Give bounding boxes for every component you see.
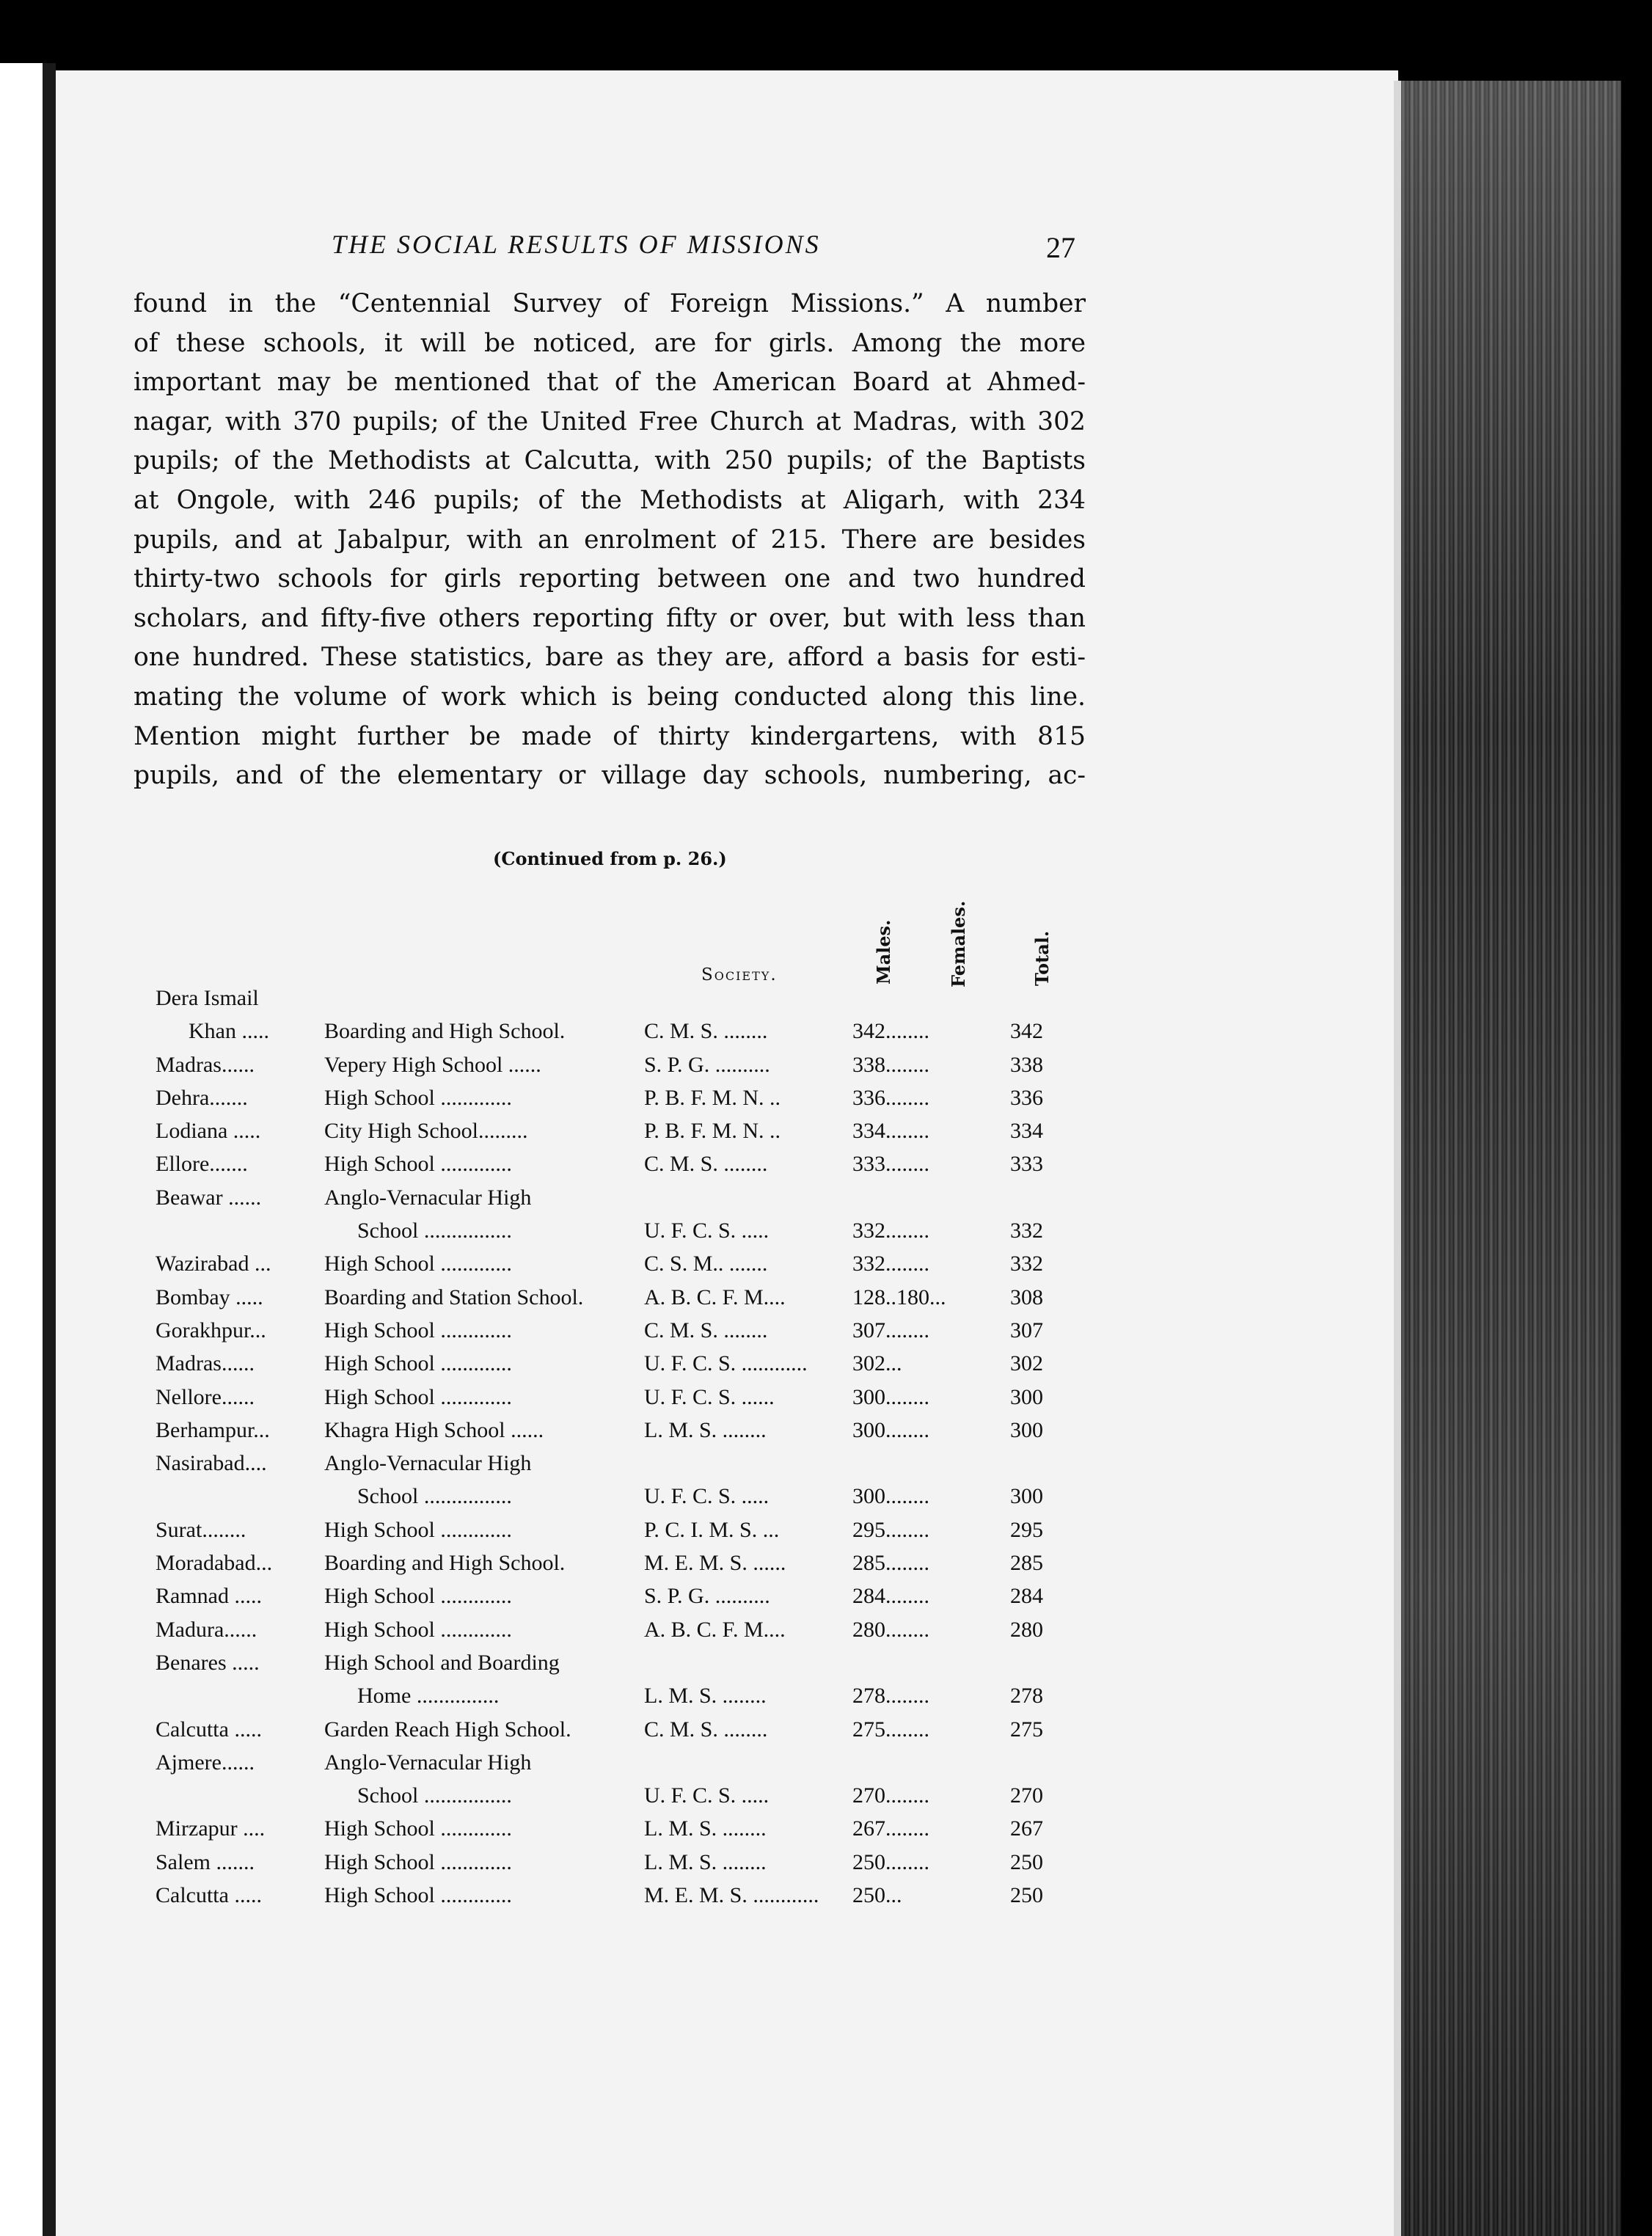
cell-city: Ajmere...... [156, 1750, 255, 1775]
cell-society: U. F. C. S. ...... [644, 1384, 775, 1409]
cell-counts: 342........ [852, 1019, 929, 1044]
cell-counts: 334........ [852, 1119, 929, 1144]
cell-institution: High School ............. [324, 1085, 512, 1110]
cell-counts: 280........ [852, 1617, 929, 1642]
cell-city: Lodiana ..... [156, 1119, 261, 1144]
cell-total: 270 [1010, 1783, 1043, 1808]
cell-counts: 128..180... [852, 1285, 946, 1309]
cell-society: M. E. M. S. ...... [644, 1551, 786, 1576]
cell-institution: High School ............. [324, 1816, 512, 1841]
cell-counts: 284........ [852, 1584, 929, 1609]
table-row [156, 1546, 1139, 1579]
cell-institution: School ................ [324, 1783, 512, 1808]
table-row [156, 1081, 1139, 1114]
cell-total: 302 [1010, 1351, 1043, 1376]
cell-total: 332 [1010, 1219, 1043, 1243]
cell-society: C. S. M.. ....... [644, 1252, 768, 1276]
cell-total: 307 [1010, 1318, 1043, 1342]
cell-counts: 300........ [852, 1417, 929, 1442]
table-row [156, 1779, 1139, 1812]
cell-counts: 336........ [852, 1085, 929, 1110]
table-row [156, 1048, 1139, 1081]
cell-city: Dehra....... [156, 1085, 248, 1110]
cell-city: Beawar ...... [156, 1185, 262, 1210]
cell-counts: 302... [852, 1351, 902, 1376]
cell-total: 285 [1010, 1551, 1043, 1576]
cell-counts: 300........ [852, 1384, 929, 1409]
cell-society: L. M. S. ........ [644, 1816, 767, 1841]
cell-city: Madras...... [156, 1052, 255, 1077]
cell-counts: 307........ [852, 1318, 929, 1342]
cell-counts: 250... [852, 1883, 902, 1908]
cell-city: Khan ..... [156, 1019, 269, 1044]
cell-counts: 333........ [852, 1152, 929, 1177]
cell-society: S. P. G. .......... [644, 1052, 770, 1077]
cell-city: Ramnad ..... [156, 1584, 262, 1609]
table-row [156, 1646, 1139, 1679]
cell-institution: Anglo-Vernacular High [324, 1185, 532, 1210]
cell-city: Calcutta ..... [156, 1717, 262, 1742]
cell-society: M. E. M. S. ............ [644, 1883, 819, 1908]
table-row [156, 1114, 1139, 1147]
table-row [156, 1713, 1139, 1746]
table-row [156, 1247, 1139, 1280]
cell-city: Madura...... [156, 1617, 257, 1642]
paragraph-line: Mention might further be made of thirty kindergartens, with 815 [134, 721, 1086, 751]
cell-counts: 338........ [852, 1052, 929, 1077]
paragraph-line: nagar, with 370 pupils; of the United Free Church at Madras, with 302 [134, 406, 1086, 436]
cell-institution: Vepery High School ...... [324, 1052, 541, 1077]
cell-institution: Garden Reach High School. [324, 1717, 571, 1742]
column-header-total: Total. [1031, 930, 1053, 986]
table-row [156, 1281, 1139, 1314]
cell-institution: High School ............. [324, 1517, 512, 1542]
cell-society: L. M. S. ........ [644, 1849, 767, 1874]
cell-total: 267 [1010, 1816, 1043, 1841]
cell-counts: 295........ [852, 1517, 929, 1542]
cell-total: 284 [1010, 1584, 1043, 1609]
table-row [156, 1414, 1139, 1447]
cell-society: P. C. I. M. S. ... [644, 1517, 780, 1542]
cell-institution: High School and Boarding [324, 1650, 560, 1675]
cell-total: 300 [1010, 1417, 1043, 1442]
cell-total: 280 [1010, 1617, 1043, 1642]
cell-institution: Boarding and High School. [324, 1019, 566, 1044]
cell-city: Surat........ [156, 1517, 246, 1542]
cell-institution: Boarding and Station School. [324, 1285, 584, 1309]
cell-society: A. B. C. F. M.... [644, 1285, 786, 1309]
cell-society: A. B. C. F. M.... [644, 1617, 786, 1642]
cell-society: P. B. F. M. N. .. [644, 1119, 781, 1144]
cell-counts: 278........ [852, 1684, 929, 1709]
school-table [156, 982, 1139, 1912]
column-header-society: Society. [701, 965, 778, 984]
cell-total: 338 [1010, 1052, 1043, 1077]
table-row [156, 1879, 1139, 1912]
cell-society: L. M. S. ........ [644, 1684, 767, 1709]
cell-institution: Boarding and High School. [324, 1551, 566, 1576]
cell-society: S. P. G. .......... [644, 1584, 770, 1609]
cell-city: Wazirabad ... [156, 1252, 271, 1276]
table-row [156, 1214, 1139, 1247]
cell-institution: High School ............. [324, 1252, 512, 1276]
cell-city: Mirzapur .... [156, 1816, 266, 1841]
cell-total: 250 [1010, 1849, 1043, 1874]
cell-city: Gorakhpur... [156, 1318, 266, 1342]
cell-total: 250 [1010, 1883, 1043, 1908]
cell-society: C. M. S. ........ [644, 1318, 768, 1342]
cell-society: C. M. S. ........ [644, 1152, 768, 1177]
table-row [156, 982, 1139, 1015]
table-row [156, 1480, 1139, 1513]
cell-counts: 250........ [852, 1849, 929, 1874]
cell-city: Salem ....... [156, 1849, 255, 1874]
table-row [156, 1447, 1139, 1480]
column-header-males: Males. [873, 919, 894, 984]
cell-institution: Home ............... [324, 1684, 500, 1709]
cell-total: 300 [1010, 1484, 1043, 1509]
cell-city: Nasirabad.... [156, 1451, 267, 1476]
cell-total: 278 [1010, 1684, 1043, 1709]
cell-institution: High School ............. [324, 1318, 512, 1342]
continued-note: (Continued from p. 26.) [493, 848, 727, 869]
cell-total: 334 [1010, 1119, 1043, 1144]
cell-society: U. F. C. S. ..... [644, 1219, 770, 1243]
cell-counts: 300........ [852, 1484, 929, 1509]
cell-total: 300 [1010, 1384, 1043, 1409]
paragraph-line: scholars, and fifty-five others reporting fifty or over, but with less than [134, 603, 1086, 633]
cell-society: L. M. S. ........ [644, 1417, 767, 1442]
cell-society: U. F. C. S. ............ [644, 1351, 808, 1376]
cell-society: P. B. F. M. N. .. [644, 1085, 781, 1110]
cell-counts: 332........ [852, 1252, 929, 1276]
table-row [156, 1746, 1139, 1779]
paragraph-line: of these schools, it will be noticed, are for girls. Among the more [134, 328, 1086, 358]
cell-institution: School ................ [324, 1219, 512, 1243]
cell-city: Dera Ismail [156, 986, 259, 1010]
cell-city: Berhampur... [156, 1417, 270, 1442]
cell-institution: School ................ [324, 1484, 512, 1509]
cell-counts: 285........ [852, 1551, 929, 1576]
page-stack-edge [1394, 81, 1621, 2236]
gutter-shadow [43, 63, 56, 2236]
running-head: THE SOCIAL RESULTS OF MISSIONS [332, 230, 821, 259]
cell-society: U. F. C. S. ..... [644, 1783, 770, 1808]
table-row [156, 1812, 1139, 1845]
table-row [156, 1613, 1139, 1646]
cell-counts: 270........ [852, 1783, 929, 1808]
table-row [156, 1579, 1139, 1612]
table-row [156, 1015, 1139, 1048]
table-row [156, 1181, 1139, 1214]
cell-total: 308 [1010, 1285, 1043, 1309]
cell-city: Calcutta ..... [156, 1883, 262, 1908]
facing-page-edge [0, 63, 43, 2236]
cell-city: Nellore...... [156, 1384, 255, 1409]
cell-total: 333 [1010, 1152, 1043, 1177]
cell-institution: High School ............. [324, 1617, 512, 1642]
paragraph-line: one hundred. These statistics, bare as they are, afford a basis for esti- [134, 643, 1086, 673]
cell-counts: 332........ [852, 1219, 929, 1243]
table-row [156, 1147, 1139, 1180]
table-row [156, 1679, 1139, 1712]
cell-institution: High School ............. [324, 1584, 512, 1609]
cell-institution: Anglo-Vernacular High [324, 1451, 532, 1476]
cell-total: 275 [1010, 1717, 1043, 1742]
table-row [156, 1347, 1139, 1380]
cell-institution: High School ............. [324, 1152, 512, 1177]
paragraph-line: important may be mentioned that of the American Board at Ahmed- [134, 368, 1086, 398]
paragraph-line: at Ongole, with 246 pupils; of the Methodists at Aligarh, with 234 [134, 485, 1086, 515]
cell-city: Bombay ..... [156, 1285, 263, 1309]
paragraph-line: pupils, and at Jabalpur, with an enrolment of 215. There are besides [134, 525, 1086, 555]
table-row [156, 1314, 1139, 1347]
cell-city: Ellore....... [156, 1152, 248, 1177]
cell-institution: High School ............. [324, 1849, 512, 1874]
cell-city: Benares ..... [156, 1650, 260, 1675]
page-number: 27 [1046, 231, 1075, 264]
cell-institution: City High School......... [324, 1119, 528, 1144]
cell-society: C. M. S. ........ [644, 1717, 768, 1742]
paragraph-line: thirty-two schools for girls reporting between one and two hundred [134, 564, 1086, 594]
cell-society: C. M. S. ........ [644, 1019, 768, 1044]
cell-institution: High School ............. [324, 1384, 512, 1409]
paragraph-line: pupils, and of the elementary or village day schools, numbering, ac- [134, 761, 1086, 791]
cell-counts: 267........ [852, 1816, 929, 1841]
cell-city: Madras...... [156, 1351, 255, 1376]
cell-institution: High School ............. [324, 1351, 512, 1376]
cell-institution: Anglo-Vernacular High [324, 1750, 532, 1775]
cell-total: 295 [1010, 1517, 1043, 1542]
cell-institution: Khagra High School ...... [324, 1417, 544, 1442]
cell-total: 342 [1010, 1019, 1043, 1044]
paragraph-line: pupils; of the Methodists at Calcutta, with 250 pupils; of the Baptists [134, 446, 1086, 476]
cell-total: 332 [1010, 1252, 1043, 1276]
paragraph-line: found in the “Centennial Survey of Foreign Missions.” A number [134, 289, 1086, 318]
paragraph-line: mating the volume of work which is being conducted along this line. [134, 682, 1086, 712]
cell-institution: High School ............. [324, 1883, 512, 1908]
cell-city: Moradabad... [156, 1551, 273, 1576]
column-header-females: Females. [948, 900, 969, 987]
cell-counts: 275........ [852, 1717, 929, 1742]
table-row [156, 1513, 1139, 1546]
cell-society: U. F. C. S. ..... [644, 1484, 770, 1509]
table-row [156, 1381, 1139, 1414]
table-row [156, 1846, 1139, 1879]
body-paragraph [134, 285, 1086, 796]
cell-total: 336 [1010, 1085, 1043, 1110]
